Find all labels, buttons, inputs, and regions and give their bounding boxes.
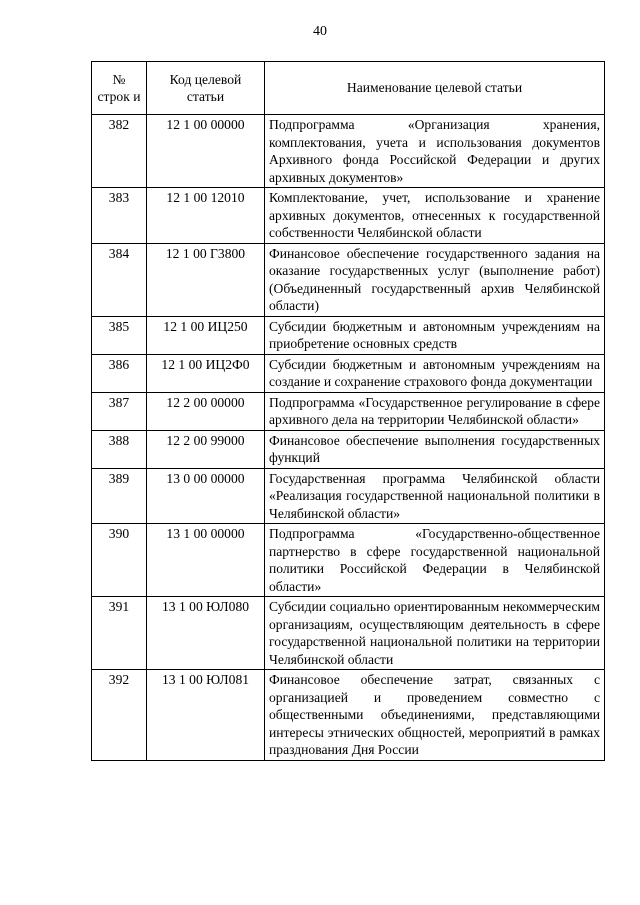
- table-row: [92, 670, 605, 761]
- table-row: [92, 597, 605, 670]
- target-name: Подпрограмма «Государственное регулирование в сфере архивного дела на территории Челябинской области»: [265, 392, 605, 430]
- row-number: 392: [92, 670, 147, 761]
- header-row-number: № строк и: [92, 62, 147, 115]
- table-row: [92, 316, 605, 354]
- header-target-name: Наименование целевой статьи: [265, 62, 605, 115]
- target-name: Субсидии бюджетным и автономным учреждениям на создание и сохранение страхового фонда документации: [265, 354, 605, 392]
- target-code: 12 2 00 99000: [147, 430, 265, 468]
- target-name: Комплектование, учет, использование и хранение архивных документов, отнесенных к государственной собственности Челябинской области: [265, 188, 605, 244]
- table-row: [92, 392, 605, 430]
- target-code: 13 1 00 ЮЛ081: [147, 670, 265, 761]
- table-row: [92, 430, 605, 468]
- page-number: 40: [313, 24, 327, 39]
- target-name: Финансовое обеспечение затрат, связанных с организацией и проведением совместно с общественными объединениями, представляющими интересы этнических общностей, мероприятий в рамках празднования Дня России: [265, 670, 605, 761]
- table-header-row: [92, 62, 605, 115]
- target-name: Подпрограмма «Организация хранения, комплектования, учета и использования документов Архивного фонда Российской Федерации и других архивных документов»: [265, 115, 605, 188]
- target-code: 12 2 00 00000: [147, 392, 265, 430]
- target-code: 12 1 00 ИЦ2Ф0: [147, 354, 265, 392]
- target-code: 13 1 00 00000: [147, 524, 265, 597]
- target-code: 12 1 00 ИЦ250: [147, 316, 265, 354]
- table-row: [92, 243, 605, 316]
- target-name: Финансовое обеспечение выполнения государственных функций: [265, 430, 605, 468]
- table-row: [92, 354, 605, 392]
- target-name: Финансовое обеспечение государственного задания на оказание государственных услуг (выполнение работ) (Объединенный государственный архив Челябинской области): [265, 243, 605, 316]
- target-code: 12 1 00 12010: [147, 188, 265, 244]
- target-items-table: [91, 61, 605, 761]
- target-code: 12 1 00 Г3800: [147, 243, 265, 316]
- target-name: Государственная программа Челябинской области «Реализация государственной национальной политики в Челябинской области»: [265, 468, 605, 524]
- row-number: 388: [92, 430, 147, 468]
- target-name: Субсидии социально ориентированным некоммерческим организациям, осуществляющим деятельность в сфере государственной национальной политики на территории Челябинской области: [265, 597, 605, 670]
- target-code: 13 1 00 ЮЛ080: [147, 597, 265, 670]
- row-number: 384: [92, 243, 147, 316]
- table-row: [92, 524, 605, 597]
- table-row: [92, 188, 605, 244]
- row-number: 382: [92, 115, 147, 188]
- row-number: 389: [92, 468, 147, 524]
- target-name: Субсидии бюджетным и автономным учреждениям на приобретение основных средств: [265, 316, 605, 354]
- row-number: 386: [92, 354, 147, 392]
- row-number: 387: [92, 392, 147, 430]
- row-number: 383: [92, 188, 147, 244]
- table-row: [92, 468, 605, 524]
- table-row: [92, 115, 605, 188]
- row-number: 385: [92, 316, 147, 354]
- target-code: 12 1 00 00000: [147, 115, 265, 188]
- target-name: Подпрограмма «Государственно-общественное партнерство в сфере государственной национальной политики Российской Федерации в Челябинской области»: [265, 524, 605, 597]
- target-code: 13 0 00 00000: [147, 468, 265, 524]
- header-target-code: Код целевой статьи: [147, 62, 265, 115]
- row-number: 390: [92, 524, 147, 597]
- row-number: 391: [92, 597, 147, 670]
